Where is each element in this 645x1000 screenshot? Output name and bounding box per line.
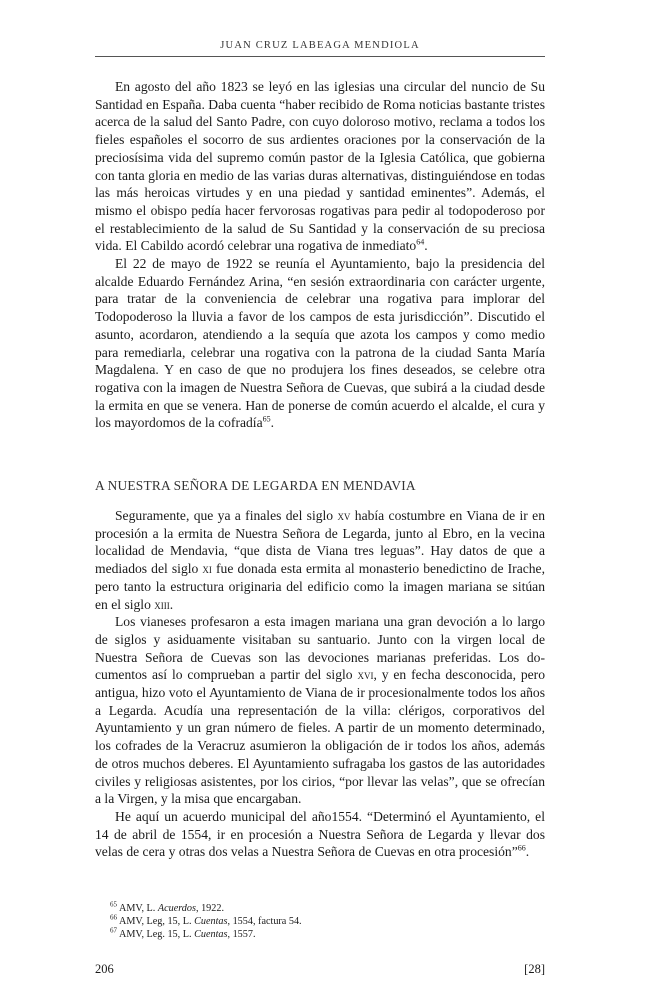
century-numeral: xi [202,561,212,577]
footnote-ref[interactable]: 65 [262,414,271,424]
paragraph: El 22 de mayo de 1922 se reunía el Ayuntamiento, bajo la presidencia del alcalde Eduardo Fernández Arina, “en sesión extraordinaria con carácter urgente, para tratar de la conveniencia de celebrar una rogativa para implorar del Todopoderoso la lluvia a favor de los campos de esta jurisdicción”. Discutido el asunto, acordaron, atendiendo a la sequía que azota los campos y como medio para remediarla, celebrar una rogativa con la patrona de la ciudad Santa María Magdalena. Y en caso de que no produjera los fines deseados, se celebre otra rogativa con la imagen de Nuestra Señora de Cuevas, que subirá a la ciudad desde la ermita en que se venera. Han de ponerse de común acuerdo el alcalde, el cura y los mayordomos de la cofradía$^{65}$. [95,256,545,431]
footnote-ref[interactable]: 66 [517,843,526,853]
footnote: $^{66}$ AMV, Leg, 15, L. Cuentas, 1554, factura 54. [110,913,302,928]
section-heading: A NUESTRA SEÑORA DE LEGARDA EN MENDAVIA [95,478,416,493]
bracket-page-number: [28] [524,962,545,976]
page-number: 206 [95,962,114,976]
section-1-body [95,78,545,432]
century-numeral: xvi [357,667,374,683]
header-rule [95,56,545,57]
section-2-body [95,507,545,861]
footnote: $^{67}$ AMV, Leg. 15, L. Cuentas, 1557. [110,927,256,941]
footnotes [110,902,540,942]
footnote-ref[interactable]: 64 [416,237,425,247]
paragraph: En agosto del año 1823 se leyó en las iglesias una circular del nuncio de Su Santidad en España. Daba cuenta “haber recibido de Roma noticias bastante tristes acerca de la salud del Santo Padre, con cuyo doloroso motivo, reclama a todos los fieles españoles el socorro de sus ardientes oraciones por la conservación de la preciosísima vida del supremo común pastor de la Iglesia Católica, que gobierna con tanta gloria en medio de las varias duras alternativas, distinguiéndose en todas las más heroicas virtudes y en una piedad y santidad eminentes”. Además, el mismo el obispo pedía hacer fervorosas rogativas para pedir al todopoderoso por el restablecimiento de la salud de Su Santidad y la conservación de su preciosa vida. El Cabildo acordó celebrar una rogativa de inmediato$^{64}$. [95,79,545,254]
paragraph: Los vianeses profesaron a esta imagen mariana una gran devoción a lo largo de siglos y asiduamente visitaban su santuario. Junto con la virgen local de Nuestra Señora de Cuevas son las devociones marianas preferidas. Los documentos así lo comprueban a partir del siglo xvi, y en fecha desconocida, pero antigua, hizo voto el Ayuntamiento de Viana de ir procesionalmente todos los años a Legarda. Acudía una representación de la villa: clérigos, corporativos del Ayuntamiento y un gran número de fieles. A partir de un momento determinado, los cofrades de la Veracruz asumieron la obligación de ir todos los años, además de otros muchos deberes. El Ayuntamiento sufragaba los gastos de las autoridades civiles y religiosas asistentes, por los cirios, “por llevar las velas”, que se ofrecían a la Virgen, y la misa que encargaban. [95,614,545,807]
paragraph: He aquí un acuerdo municipal del año1554. “Determinó el Ayuntamiento, el 14 de abril de 1554, ir en procesión a Nuestra Señora de Legarda y llevar dos velas de cera y otras dos velas a Nuestra Señora de Cuevas en otra procesión”$^{66}$. [95,808,545,860]
century-numeral: xv [337,508,351,523]
century-numeral: xiii [154,596,170,612]
footnote: $^{65}$ AMV, L. Acuerdos, 1922. [110,900,224,914]
running-header: JUAN CRUZ LABEAGA MENDIOLA [220,40,420,51]
paragraph: Seguramente, que ya a finales del siglo xv había costumbre en Viana de ir en procesión a la ermita de Nuestra Señora de Legarda, junto al Ebro, en la vecina localidad de Mendavia, “que dista de Viana tres leguas”. Hay datos de que a mediados del siglo xi fue donada esta ermita al monasterio benedictino de Irache, pero tanto la estructura originaria del edificio como la imagen mariana se sitúan en el siglo xiii. [95,508,545,612]
